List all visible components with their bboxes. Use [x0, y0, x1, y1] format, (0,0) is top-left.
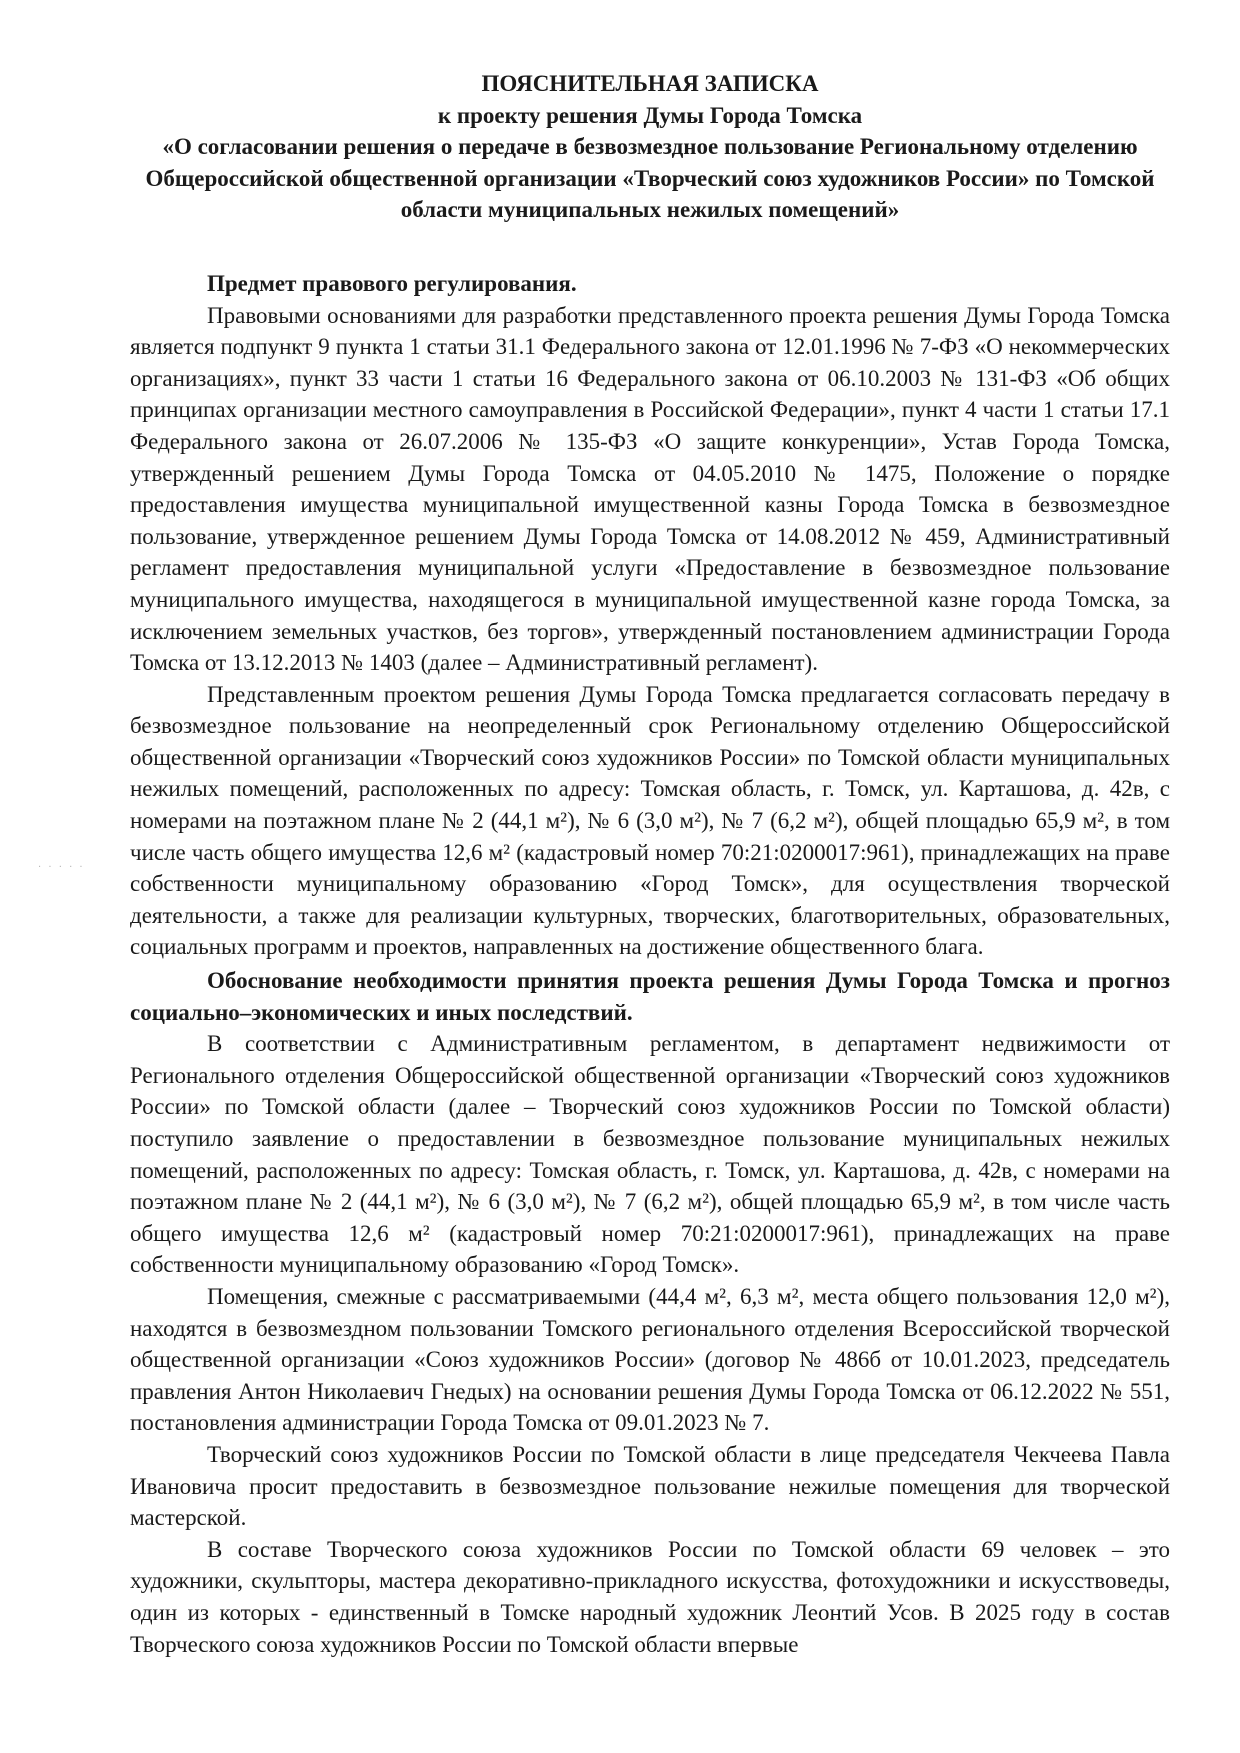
section-heading-justification: Обоснование необходимости принятия проекта решения Думы Города Томска и прогноз социально–экономических и иных последствий.: [130, 968, 1170, 1025]
title-project-name: «О согласовании решения о передаче в безвозмездное пользование Региональному отделению Общероссийской общественной организации «Творческий союз художников России» по Томской области муниципальных нежилых помещений»: [145, 134, 1155, 223]
paragraph-legal-basis: Правовыми основаниями для разработки представленного проекта решения Думы Города Томска является подпункт 9 пункта 1 статьи 31.1 Федерального закона от 12.01.1996 № 7-ФЗ «О некоммерческих организациях», пункт 33 части 1 статьи 16 Федерального закона от 06.10.2003 № 131-ФЗ «Об общих принципах организации местного самоуправления в Российской Федерации», пункт 4 части 1 статьи 17.1 Федерального закона от 26.07.2006 № 135-ФЗ «О защите конкуренции», Устав Города Томска, утвержденный решением Думы Города Томска от 04.05.2010 № 1475, Положение о порядке предоставления имущества муниципальной имущественной казны Города Томска в безвозмездное пользование, утвержденное решением Думы Города Томска от 14.08.2012 № 459, Административный регламент предоставления муниципальной услуги «Предоставление в безвозмездное пользование муниципального имущества, находящегося в муниципальной имущественной казне города Томска, за исключением земельных участков, без торгов», утвержденный постановлением администрации Города Томска от 13.12.2013 № 1403 (далее – Административный регламент).: [130, 302, 1170, 676]
title-subtitle: к проекту решения Думы Города Томска: [437, 102, 863, 128]
document-body: [130, 68, 1170, 1660]
scan-artifact: · · · · ·: [38, 862, 85, 873]
paragraph-application: В соответствии с Административным регламентом, в департамент недвижимости от Регионального отделения Общероссийской общественной организации «Творческий союз художников России» по Томской области (далее – Творческий союз художников России по Томской области) поступило заявление о предоставлении в безвозмездное пользование муниципальных нежилых помещений, расположенных по адресу: Томская область, г. Томск, ул. Карташова, д. 42в, с номерами на поэтажном плане № 2 (44,1 м²), № 6 (3,0 м²), № 7 (6,2 м²), общей площадью 65,9 м², в том числе часть общего имущества 12,6 м² (кадастровый номер 70:21:0200017:961), принадлежащих на праве собственности муниципальному образованию «Город Томск».: [130, 1031, 1170, 1278]
paragraph-proposal: Представленным проектом решения Думы Города Томска предлагается согласовать передачу в безвозмездное пользование на неопределенный срок Региональному отделению Общероссийской общественной организации «Творческий союз художников России» по Томской области муниципальных нежилых помещений, расположенных по адресу: Томская область, г. Томск, ул. Карташова, д. 42в, с номерами на поэтажном плане № 2 (44,1 м²), № 6 (3,0 м²), № 7 (6,2 м²), общей площадью 65,9 м², в том числе часть общего имущества 12,6 м² (кадастровый номер 70:21:0200017:961), принадлежащих на праве собственности муниципальному образованию «Город Томск», для осуществления творческой деятельности, а также для реализации культурных, творческих, благотворительных, образовательных, социальных программ и проектов, направленных на достижение общественного блага.: [130, 681, 1170, 960]
paragraph-request: Творческий союз художников России по Томской области в лице председателя Чекчеева Павла Ивановича просит предоставить в безвозмездное пользование нежилые помещения для творческой мастерской.: [130, 1441, 1170, 1531]
paragraph-membership: В составе Творческого союза художников России по Томской области 69 человек – это художники, скульпторы, мастера декоративно-прикладного искусства, фотохудожники и искусствоведы, один из которых - единственный в Томске народный художник Леонтий Усов. В 2025 году в состав Творческого союза художников России по Томской области впервые: [130, 1536, 1170, 1657]
paragraph-adjacent-premises: Помещения, смежные с рассматриваемыми (44,4 м², 6,3 м², места общего пользования 12,0 м²), находятся в безвозмездном пользовании Томского регионального отделения Всероссийской творческой общественной организации «Союз художников России» (договор № 486б от 10.01.2023, председатель правления Антон Николаевич Гнедых) на основании решения Думы Города Томска от 06.12.2022 № 551, постановления администрации Города Томска от 09.01.2023 № 7.: [130, 1283, 1170, 1436]
document-title: [130, 68, 1170, 226]
title-main: ПОЯСНИТЕЛЬНАЯ ЗАПИСКА: [481, 71, 819, 96]
section-heading-subject: Предмет правового регулирования.: [207, 270, 577, 296]
